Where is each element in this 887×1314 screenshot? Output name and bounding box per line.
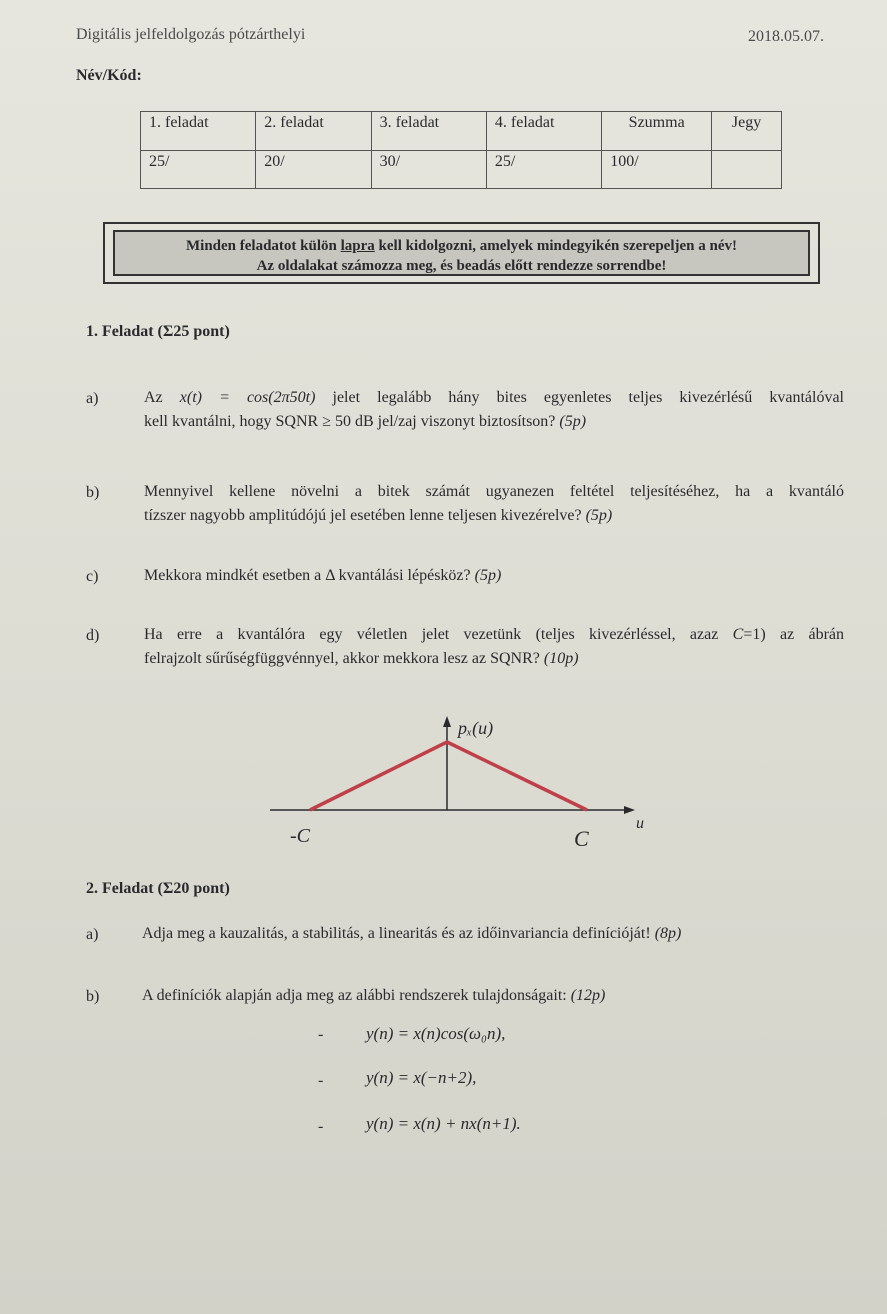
table-header-cell: Szumma <box>602 112 712 151</box>
pdf-figure <box>260 700 680 860</box>
text: Az <box>144 389 180 406</box>
triangular-pdf-line <box>310 742 587 810</box>
notice-text: Minden feladatot külön <box>186 238 341 254</box>
task2-a-text <box>142 922 842 946</box>
task2-b-text <box>142 984 842 1008</box>
notice-line-2: Az oldalakat számozza meg, és beadás előtt rendezze sorrendbe! <box>256 258 667 274</box>
table-cell: 20/ <box>256 150 371 189</box>
exam-date: 2018.05.07. <box>748 28 824 45</box>
list-dash: - <box>318 1118 324 1135</box>
task1-d-text <box>144 623 844 671</box>
text: felrajzolt sűrűségfüggvénnyel, akkor mekkora lesz az SQNR? <box>144 650 540 667</box>
text: jelet legalább hány bites egyenletes teljes kivezérlésű kvantálóval <box>315 389 845 406</box>
table-cell: 25/ <box>486 150 601 189</box>
points: (12p) <box>570 987 606 1004</box>
points: (5p) <box>559 413 587 430</box>
pdf-label: pₓ(u) <box>458 718 494 738</box>
task1-c-text <box>144 564 844 588</box>
notice-line-1 <box>115 236 808 256</box>
formula: x(t) = cos(2π50t) <box>179 389 316 406</box>
table-header-row <box>141 112 782 151</box>
points: (10p) <box>543 650 579 667</box>
task1-c-label: c) <box>86 568 99 585</box>
text: A definíciók alapján adja meg az alábbi rendszerek tulajdonságait: <box>142 987 567 1004</box>
points: (5p) <box>474 567 502 584</box>
text: =1) az ábrán <box>743 626 845 643</box>
task1-a-label: a) <box>86 390 99 407</box>
task2-b-label: b) <box>86 988 100 1005</box>
table-header-cell: 4. feladat <box>486 112 601 151</box>
pdf-axis-arrow-icon <box>443 716 451 727</box>
table-header-cell: 3. feladat <box>371 112 486 151</box>
list-dash: - <box>318 1026 324 1043</box>
equation-2: y(n) = x(−n+2), <box>366 1068 477 1087</box>
table-cell <box>712 150 782 189</box>
text: Mekkora mindkét esetben a Δ kvantálási lépésköz? <box>144 567 471 584</box>
points: (5p) <box>585 507 613 524</box>
table-row <box>141 150 782 189</box>
table-cell: 30/ <box>371 150 486 189</box>
table-cell: 25/ <box>141 150 256 189</box>
notice-underlined-word: lapra <box>340 238 375 254</box>
task1-title: 1. Feladat (Σ25 pont) <box>86 323 230 340</box>
right-limit-label: C <box>574 826 589 851</box>
table-header-cell: 1. feladat <box>141 112 256 151</box>
course-title: Digitális jelfeldolgozás pótzárthelyi <box>76 26 306 43</box>
text: kell kvantálni, hogy SQNR ≥ 50 dB jel/zaj viszonyt biztosítson? <box>144 413 556 430</box>
left-limit-label: -C <box>290 825 310 847</box>
variable: C <box>732 626 744 643</box>
table-header-cell: Jegy <box>712 112 782 151</box>
table-cell: 100/ <box>602 150 712 189</box>
u-axis-arrow-icon <box>624 806 635 814</box>
notice-text: kell kidolgozni, amelyek mindegyikén szerepeljen a név! <box>374 238 737 254</box>
notice-box <box>103 222 820 284</box>
points: (8p) <box>654 925 682 942</box>
task1-a-text <box>144 386 844 434</box>
table-header-cell: 2. feladat <box>256 112 371 151</box>
text: Adja meg a kauzalitás, a stabilitás, a linearitás és az időinvariancia definícióját! <box>142 925 651 942</box>
text: Mennyivel kellene növelni a bitek számát ugyanezen feltétel teljesítéséhez, ha a kvantáló <box>144 483 844 500</box>
text: Ha erre a kvantálóra egy véletlen jelet vezetünk (teljes kivezérléssel, azaz <box>144 626 733 643</box>
task1-b-text <box>144 480 844 528</box>
task2-title: 2. Feladat (Σ20 pont) <box>86 880 230 897</box>
name-label: Név/Kód: <box>76 67 142 84</box>
u-axis-label: u <box>636 815 644 832</box>
text: tízszer nagyobb amplitúdójú jel esetében lenne teljesen kivezérelve? <box>144 507 582 524</box>
score-table <box>140 111 782 189</box>
list-dash: - <box>318 1072 324 1089</box>
equation-3: y(n) = x(n) + nx(n+1). <box>366 1114 521 1133</box>
task1-b-label: b) <box>86 484 100 501</box>
task2-a-label: a) <box>86 926 99 943</box>
equation-1: y(n) = x(n)cos(ω₀n), <box>366 1024 506 1043</box>
notice-inner <box>113 230 810 276</box>
task1-d-label: d) <box>86 627 100 644</box>
